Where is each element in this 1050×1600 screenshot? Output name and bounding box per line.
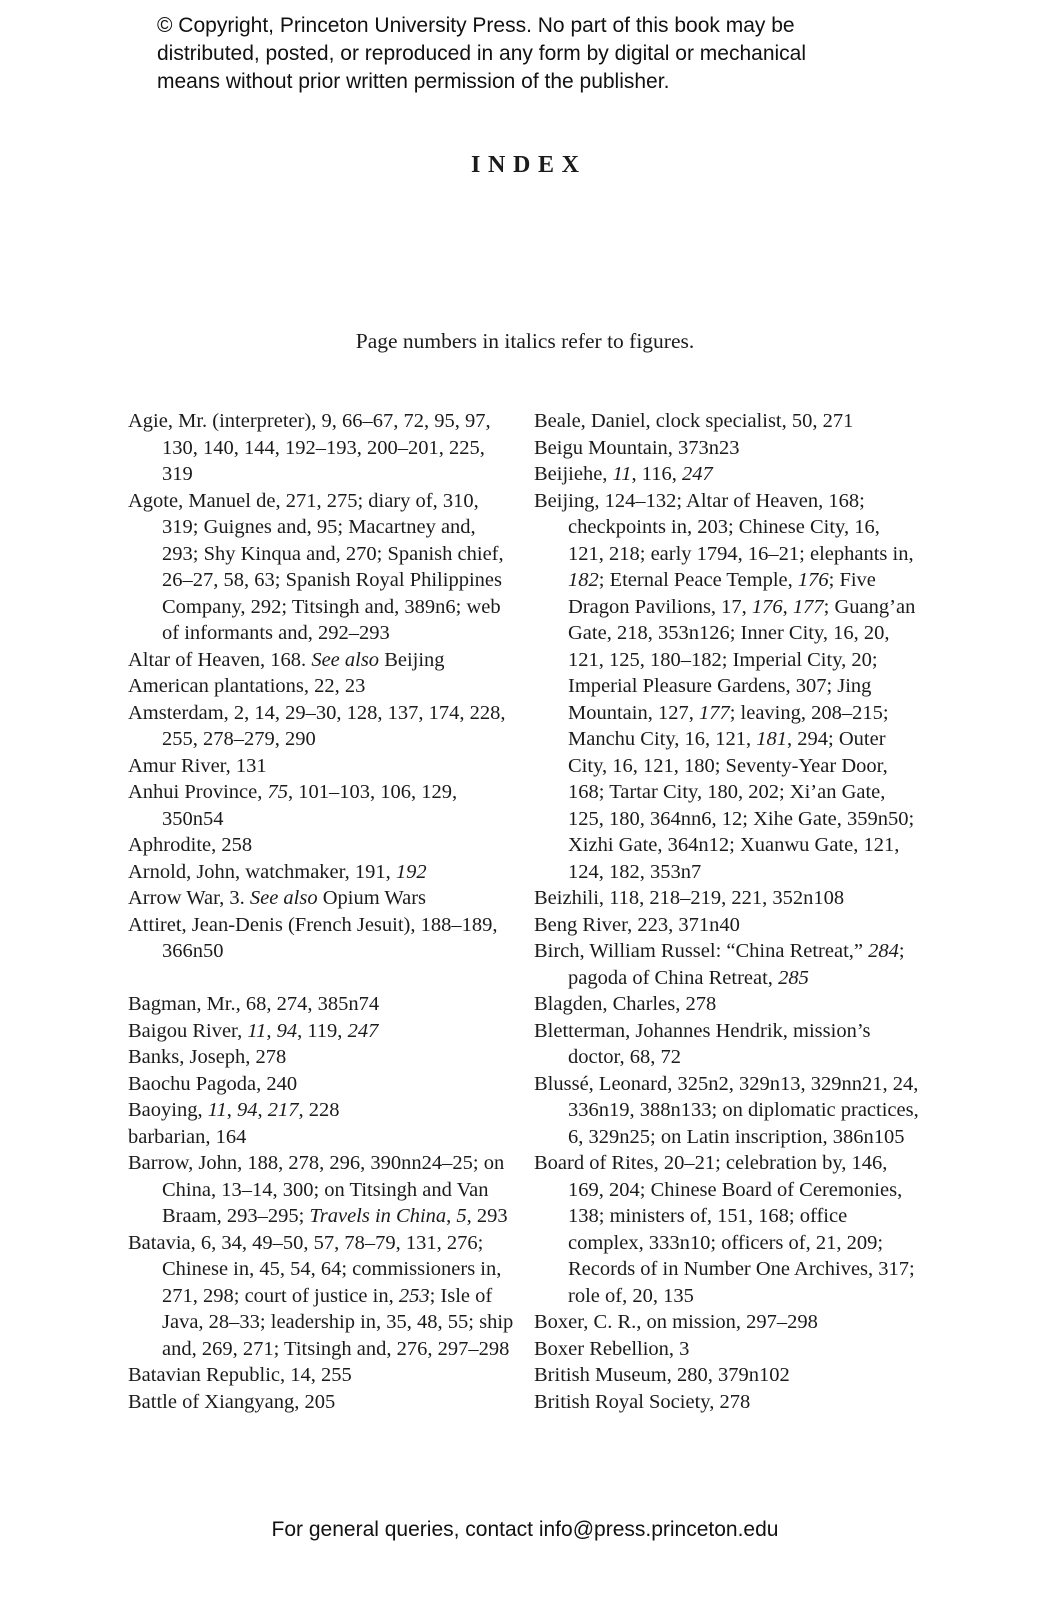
index-entry: Batavian Republic, 14, 255 [128,1364,352,1386]
index-entry: Agote, Manuel de, 271, 275; diary of, 310, 319; Guignes and, 95; Macartney and, 293; Shy Kinqua and, 270; Spanish chief, 26–27, 58, 63; Spanish Royal Philippines Company, 292; Titsingh and, 389n6; web of informants and, 292–293 [128,489,504,644]
index-entry: barbarian, 164 [128,1125,247,1148]
index-entry: Batavia, 6, 34, 49–50, 57, 78–79, 131, 276; Chinese in, 45, 54, 64; commissioners in, 271, 298; court of justice in, 253; Isle of Java, 28–33; leadership in, 35, 48, 55; ship and, 269, 271; Titsingh and, 276, 297–298 [128,1231,514,1360]
index-entry: Aphrodite, 258 [128,834,253,856]
index-entry: Baoying, 11, 94, 217, 228 [128,1099,340,1121]
index-entry: Amsterdam, 2, 14, 29–30, 128, 137, 174, 228, 255, 278–279, 290 [128,701,506,750]
index-column-left [128,408,514,1415]
index-entry: Agie, Mr. (interpreter), 9, 66–67, 72, 95, 97, 130, 140, 144, 192–193, 200–201, 225, 319 [128,410,491,485]
index-entry: Beale, Daniel, clock specialist, 50, 271 [534,410,854,432]
index-entry: British Royal Society, 278 [534,1390,751,1413]
index-entry: Battle of Xiangyang, 205 [128,1390,336,1413]
index-entry: Banks, Joseph, 278 [128,1046,287,1068]
page-title: INDEX [470,152,587,178]
index-entry: American plantations, 22, 23 [128,675,366,697]
index-columns [128,408,920,1415]
index-entry: Board of Rites, 20–21; celebration by, 146, 169, 204; Chinese Board of Ceremonies, 138; ministers of, 151, 168; office complex, 333n10; officers of, 21, 209; Records of in Number One Archives, 317; role of, 20, 135 [534,1152,915,1307]
index-entry: Beijiehe, 11, 116, 247 [534,463,713,485]
index-entry: Beijing, 124–132; Altar of Heaven, 168; checkpoints in, 203; Chinese City, 16, 121, 218; early 1794, 16–21; elephants in, 182; Eternal Peace Temple, 176; Five Dragon Pavilions, 17, 176, 177; Guang’an Gate, 218, 353n126; Inner City, 16, 20, 121, 125, 180–182; Imperial City, 20; Imperial Pleasure Gardens, 307; Jing Mountain, 127, 177; leaving, 208–215; Manchu City, 16, 121, 181, 294; Outer City, 16, 121, 180; Seventy-Year Door, 168; Tartar City, 180, 202; Xi’an Gate, 125, 180, 364nn6, 12; Xihe Gate, 359n50; Xizhi Gate, 364n12; Xuanwu Gate, 121, 124, 182, 353n7 [534,489,916,883]
index-entry: Blussé, Leonard, 325n2, 329n13, 329nn21, 24, 336n19, 388n133; on diplomatic practices, 6, 329n25; on Latin inscription, 386n105 [534,1072,919,1148]
index-entry: Amur River, 131 [128,754,267,777]
index-entry: Arnold, John, watchmaker, 191, 192 [128,860,427,883]
figures-note: Page numbers in italics refer to figures. [355,329,695,353]
copyright-line: means without prior written permission of the publisher. [157,70,670,93]
index-entry: Barrow, John, 188, 278, 296, 390nn24–25; on China, 13–14, 300; on Titsingh and Van Braam, 293–295; Travels in China, 5, 293 [128,1152,508,1227]
index-entry: Beizhili, 118, 218–219, 221, 352n108 [534,887,845,909]
index-entry: Beigu Mountain, 373n23 [534,436,740,459]
index-entry: Altar of Heaven, 168. See also Beijing [128,648,445,671]
index-entry: British Museum, 280, 379n102 [534,1364,790,1386]
footer-contact: For general queries, contact info@press.princeton.edu [271,1518,779,1541]
copyright-line: © Copyright, Princeton University Press. No part of this book may be [157,14,795,37]
index-entry: Beng River, 223, 371n40 [534,913,740,936]
copyright-line: distributed, posted, or reproduced in any form by digital or mechanical [157,42,807,65]
index-entry: Birch, William Russel: “China Retreat,” 284; pagoda of China Retreat, 285 [534,940,905,989]
index-entry: Bletterman, Johannes Hendrik, mission’s doctor, 68, 72 [534,1019,871,1068]
index-entry: Baigou River, 11, 94, 119, 247 [128,1019,379,1042]
index-entry: Boxer, C. R., on mission, 297–298 [534,1311,818,1333]
index-entry: Baochu Pagoda, 240 [128,1072,298,1095]
index-entry: Bagman, Mr., 68, 274, 385n74 [128,993,380,1015]
index-entry: Blagden, Charles, 278 [534,993,717,1015]
index-entry: Attiret, Jean-Denis (French Jesuit), 188–189, 366n50 [128,913,498,962]
copyright-notice [157,12,867,96]
index-entry: Boxer Rebellion, 3 [534,1337,690,1360]
index-entry: Anhui Province, 75, 101–103, 106, 129, 350n54 [128,781,458,830]
index-column-right [534,408,920,1415]
index-entry: Arrow War, 3. See also Opium Wars [128,887,427,909]
